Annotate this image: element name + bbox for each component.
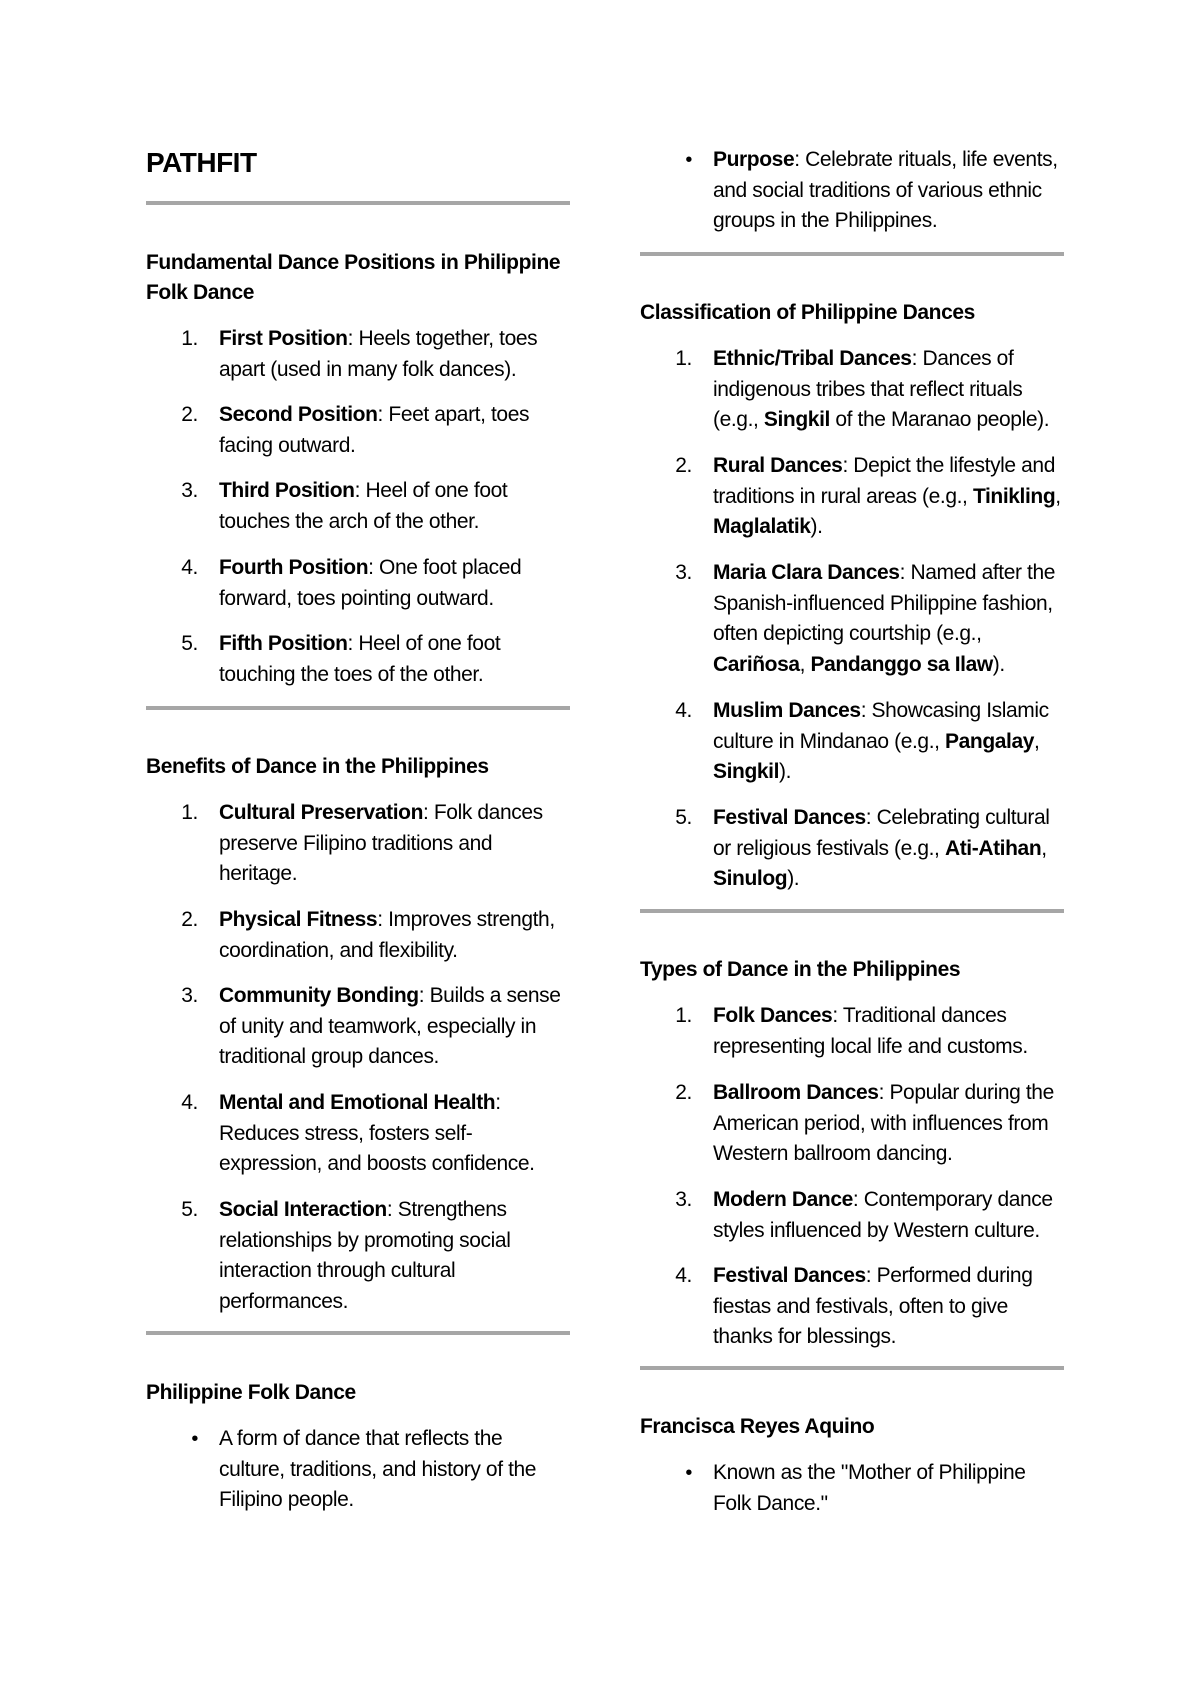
list-text: culture, traditions, and history of the — [219, 1457, 537, 1481]
list-text: Performed during — [876, 1264, 1033, 1287]
list-term: Festival Dances — [713, 1264, 866, 1287]
example-term: Cariñosa — [713, 652, 800, 676]
list-text: indigenous tribes that reflect rituals — [713, 377, 1023, 401]
list-text: Builds a sense — [429, 984, 561, 1007]
list-sep: : — [377, 403, 389, 426]
list-text: Reduces stress, fosters self- — [219, 1121, 473, 1145]
list-text: ). — [992, 652, 1005, 676]
list-sep: : — [354, 479, 366, 502]
list-number: 2. — [181, 908, 198, 931]
section-heading-classification: Classification of Philippine Dances — [640, 301, 975, 324]
list-text: of the Maranao people). — [829, 408, 1050, 431]
list-sep: : — [832, 1004, 843, 1027]
list-text: Heel of one foot — [365, 479, 508, 502]
list-sep: : — [418, 984, 430, 1007]
list-number: 4. — [181, 1091, 198, 1114]
list-number: 4. — [675, 1264, 692, 1287]
list-text: Celebrate rituals, life events, — [805, 148, 1058, 171]
list-term: Community Bonding — [219, 984, 419, 1007]
list-text: expression, and boosts confidence. — [219, 1152, 535, 1175]
list-sep: : — [852, 1188, 864, 1211]
list-term: Fifth Position — [219, 632, 348, 655]
list-number: 2. — [675, 454, 692, 477]
list-term: Mental and Emotional Health — [219, 1091, 496, 1114]
list-text: interaction through cultural — [219, 1259, 456, 1282]
list-sep: : — [347, 327, 359, 350]
list-term: Social Interaction — [219, 1198, 387, 1221]
list-term: Fourth Position — [219, 556, 369, 579]
section-heading-types: Types of Dance in the Philippines — [640, 958, 961, 981]
bullet-icon: • — [191, 1428, 198, 1450]
section-heading-folk: Philippine Folk Dance — [146, 1381, 356, 1404]
list-text: Known as the "Mother of Philippine — [713, 1461, 1026, 1484]
list-sep: : — [865, 1264, 877, 1287]
list-text: American period, with influences from — [713, 1111, 1049, 1135]
list-text: : Depict the lifestyle and — [842, 454, 1055, 477]
list-text: styles influenced by Western culture. — [713, 1218, 1040, 1242]
list-text: A form of dance that reflects the — [219, 1427, 503, 1450]
list-text: Heels together, toes — [358, 327, 538, 350]
list-sep: : — [386, 1198, 398, 1221]
list-text: , — [1034, 729, 1040, 753]
list-text: Improves strength, — [388, 908, 555, 931]
list-number: 1. — [181, 327, 198, 350]
list-text: Feet apart, toes — [388, 403, 530, 426]
list-text: ). — [779, 760, 792, 783]
list-text: Western ballroom dancing. — [713, 1142, 953, 1165]
list-term: Rural Dances — [713, 454, 843, 477]
example-term: Singkil — [763, 408, 830, 431]
list-text: , — [799, 652, 811, 676]
list-text: Folk dances — [433, 801, 543, 824]
example-term: Maglalatik — [713, 515, 811, 538]
example-term: Ati-Atihan — [944, 836, 1042, 860]
bullet-icon: • — [685, 1462, 692, 1484]
list-term: Muslim Dances — [713, 699, 861, 722]
example-term: Sinulog — [713, 867, 788, 890]
list-text: coordination, and flexibility. — [219, 938, 458, 962]
list-text: Strengthens — [397, 1198, 507, 1221]
list-text: touching the toes of the other. — [219, 662, 484, 686]
section-divider — [146, 706, 570, 710]
example-term: Pandanggo sa Ilaw — [810, 652, 993, 676]
list-text: often depicting courtship (e.g., — [713, 622, 982, 645]
section-divider — [640, 909, 1064, 913]
list-number: 2. — [675, 1081, 692, 1104]
list-text: of unity and teamwork, especially in — [219, 1014, 537, 1038]
list-text: or religious festivals (e.g., — [713, 836, 945, 860]
list-term: Festival Dances — [713, 806, 866, 829]
list-term: Cultural Preservation — [219, 801, 423, 824]
list-term: Second Position — [219, 403, 378, 426]
page-title: PATHFIT — [146, 147, 257, 178]
list-number: 1. — [675, 347, 692, 370]
list-number: 1. — [675, 1004, 692, 1027]
list-sep: : — [347, 632, 359, 655]
list-term: Physical Fitness — [219, 908, 378, 931]
list-number: 3. — [181, 479, 198, 502]
list-text: fiestas and festivals, often to give — [713, 1294, 1008, 1318]
list-text: groups in the Philippines. — [713, 209, 938, 232]
list-term: First Position — [219, 327, 348, 350]
section-divider — [640, 252, 1064, 256]
list-text: traditions in rural areas (e.g., — [713, 484, 973, 508]
list-text: culture in Mindanao (e.g., — [713, 729, 946, 753]
section-divider — [146, 201, 570, 205]
list-text: , — [1055, 484, 1061, 508]
list-text: heritage. — [219, 862, 298, 885]
list-number: 4. — [181, 556, 198, 579]
list-sep: : — [495, 1091, 501, 1114]
list-sep: : — [878, 1081, 890, 1104]
list-text: relationships by promoting social — [219, 1228, 511, 1252]
list-text: : Named after the — [899, 561, 1056, 584]
list-text: (e.g., — [713, 408, 764, 431]
list-text: facing outward. — [219, 433, 356, 457]
list-number: 3. — [181, 984, 198, 1007]
list-number: 1. — [181, 801, 198, 824]
list-term: Folk Dances — [713, 1004, 833, 1027]
list-number: 4. — [675, 699, 692, 722]
bullet-icon: • — [685, 149, 692, 171]
list-text: Traditional dances — [842, 1004, 1007, 1027]
list-text: apart (used in many folk dances). — [219, 357, 517, 381]
list-text: ). — [787, 867, 800, 890]
list-text: touches the arch of the other. — [219, 509, 480, 533]
section-divider — [146, 1331, 570, 1335]
list-term: Modern Dance — [713, 1188, 853, 1211]
example-term: Pangalay — [945, 729, 1035, 753]
section-divider — [640, 1366, 1064, 1370]
list-text: thanks for blessings. — [713, 1325, 897, 1348]
list-number: 5. — [181, 1198, 198, 1221]
list-term: Ethnic/Tribal Dances — [713, 347, 912, 370]
list-text: : Dances of — [911, 347, 1014, 370]
section-heading-benefits: Benefits of Dance in the Philippines — [146, 755, 489, 778]
list-number: 3. — [675, 561, 692, 584]
list-text: Folk Dance." — [713, 1491, 828, 1515]
example-term: Singkil — [713, 760, 780, 783]
list-text: ). — [810, 515, 823, 538]
list-term: Ballroom Dances — [713, 1081, 879, 1104]
list-term: Third Position — [219, 479, 355, 502]
list-text: Contemporary dance — [863, 1188, 1053, 1211]
list-number: 3. — [675, 1188, 692, 1211]
list-text: preserve Filipino traditions and — [219, 831, 493, 855]
list-text: Popular during the — [889, 1081, 1054, 1104]
list-text: forward, toes pointing outward. — [219, 586, 494, 610]
list-text: : Celebrating cultural — [865, 806, 1050, 829]
section-heading-aquino: Francisca Reyes Aquino — [640, 1415, 875, 1438]
list-number: 5. — [181, 632, 198, 655]
list-text: One foot placed — [379, 556, 522, 579]
list-text: and social traditions of various ethnic — [713, 178, 1042, 202]
list-text: : Showcasing Islamic — [860, 699, 1049, 722]
list-text: Spanish-influenced Philippine fashion, — [713, 591, 1053, 615]
list-term: Purpose — [713, 148, 795, 171]
list-text: Heel of one foot — [358, 632, 501, 655]
list-sep: : — [368, 556, 380, 579]
example-term: Tinikling — [972, 484, 1056, 508]
list-sep: : — [794, 148, 806, 171]
list-text: Filipino people. — [219, 1488, 354, 1511]
list-term: Maria Clara Dances — [713, 561, 900, 584]
list-number: 5. — [675, 806, 692, 829]
section-heading-positions: Fundamental Dance Positions in Philippine Folk Dance — [146, 251, 561, 304]
list-sep: : — [423, 801, 434, 824]
list-text: , — [1041, 836, 1047, 860]
list-sep: : — [377, 908, 389, 931]
list-text: traditional group dances. — [219, 1045, 439, 1068]
list-text: performances. — [219, 1289, 349, 1313]
list-number: 2. — [181, 403, 198, 426]
list-text: representing local life and customs. — [713, 1034, 1028, 1058]
